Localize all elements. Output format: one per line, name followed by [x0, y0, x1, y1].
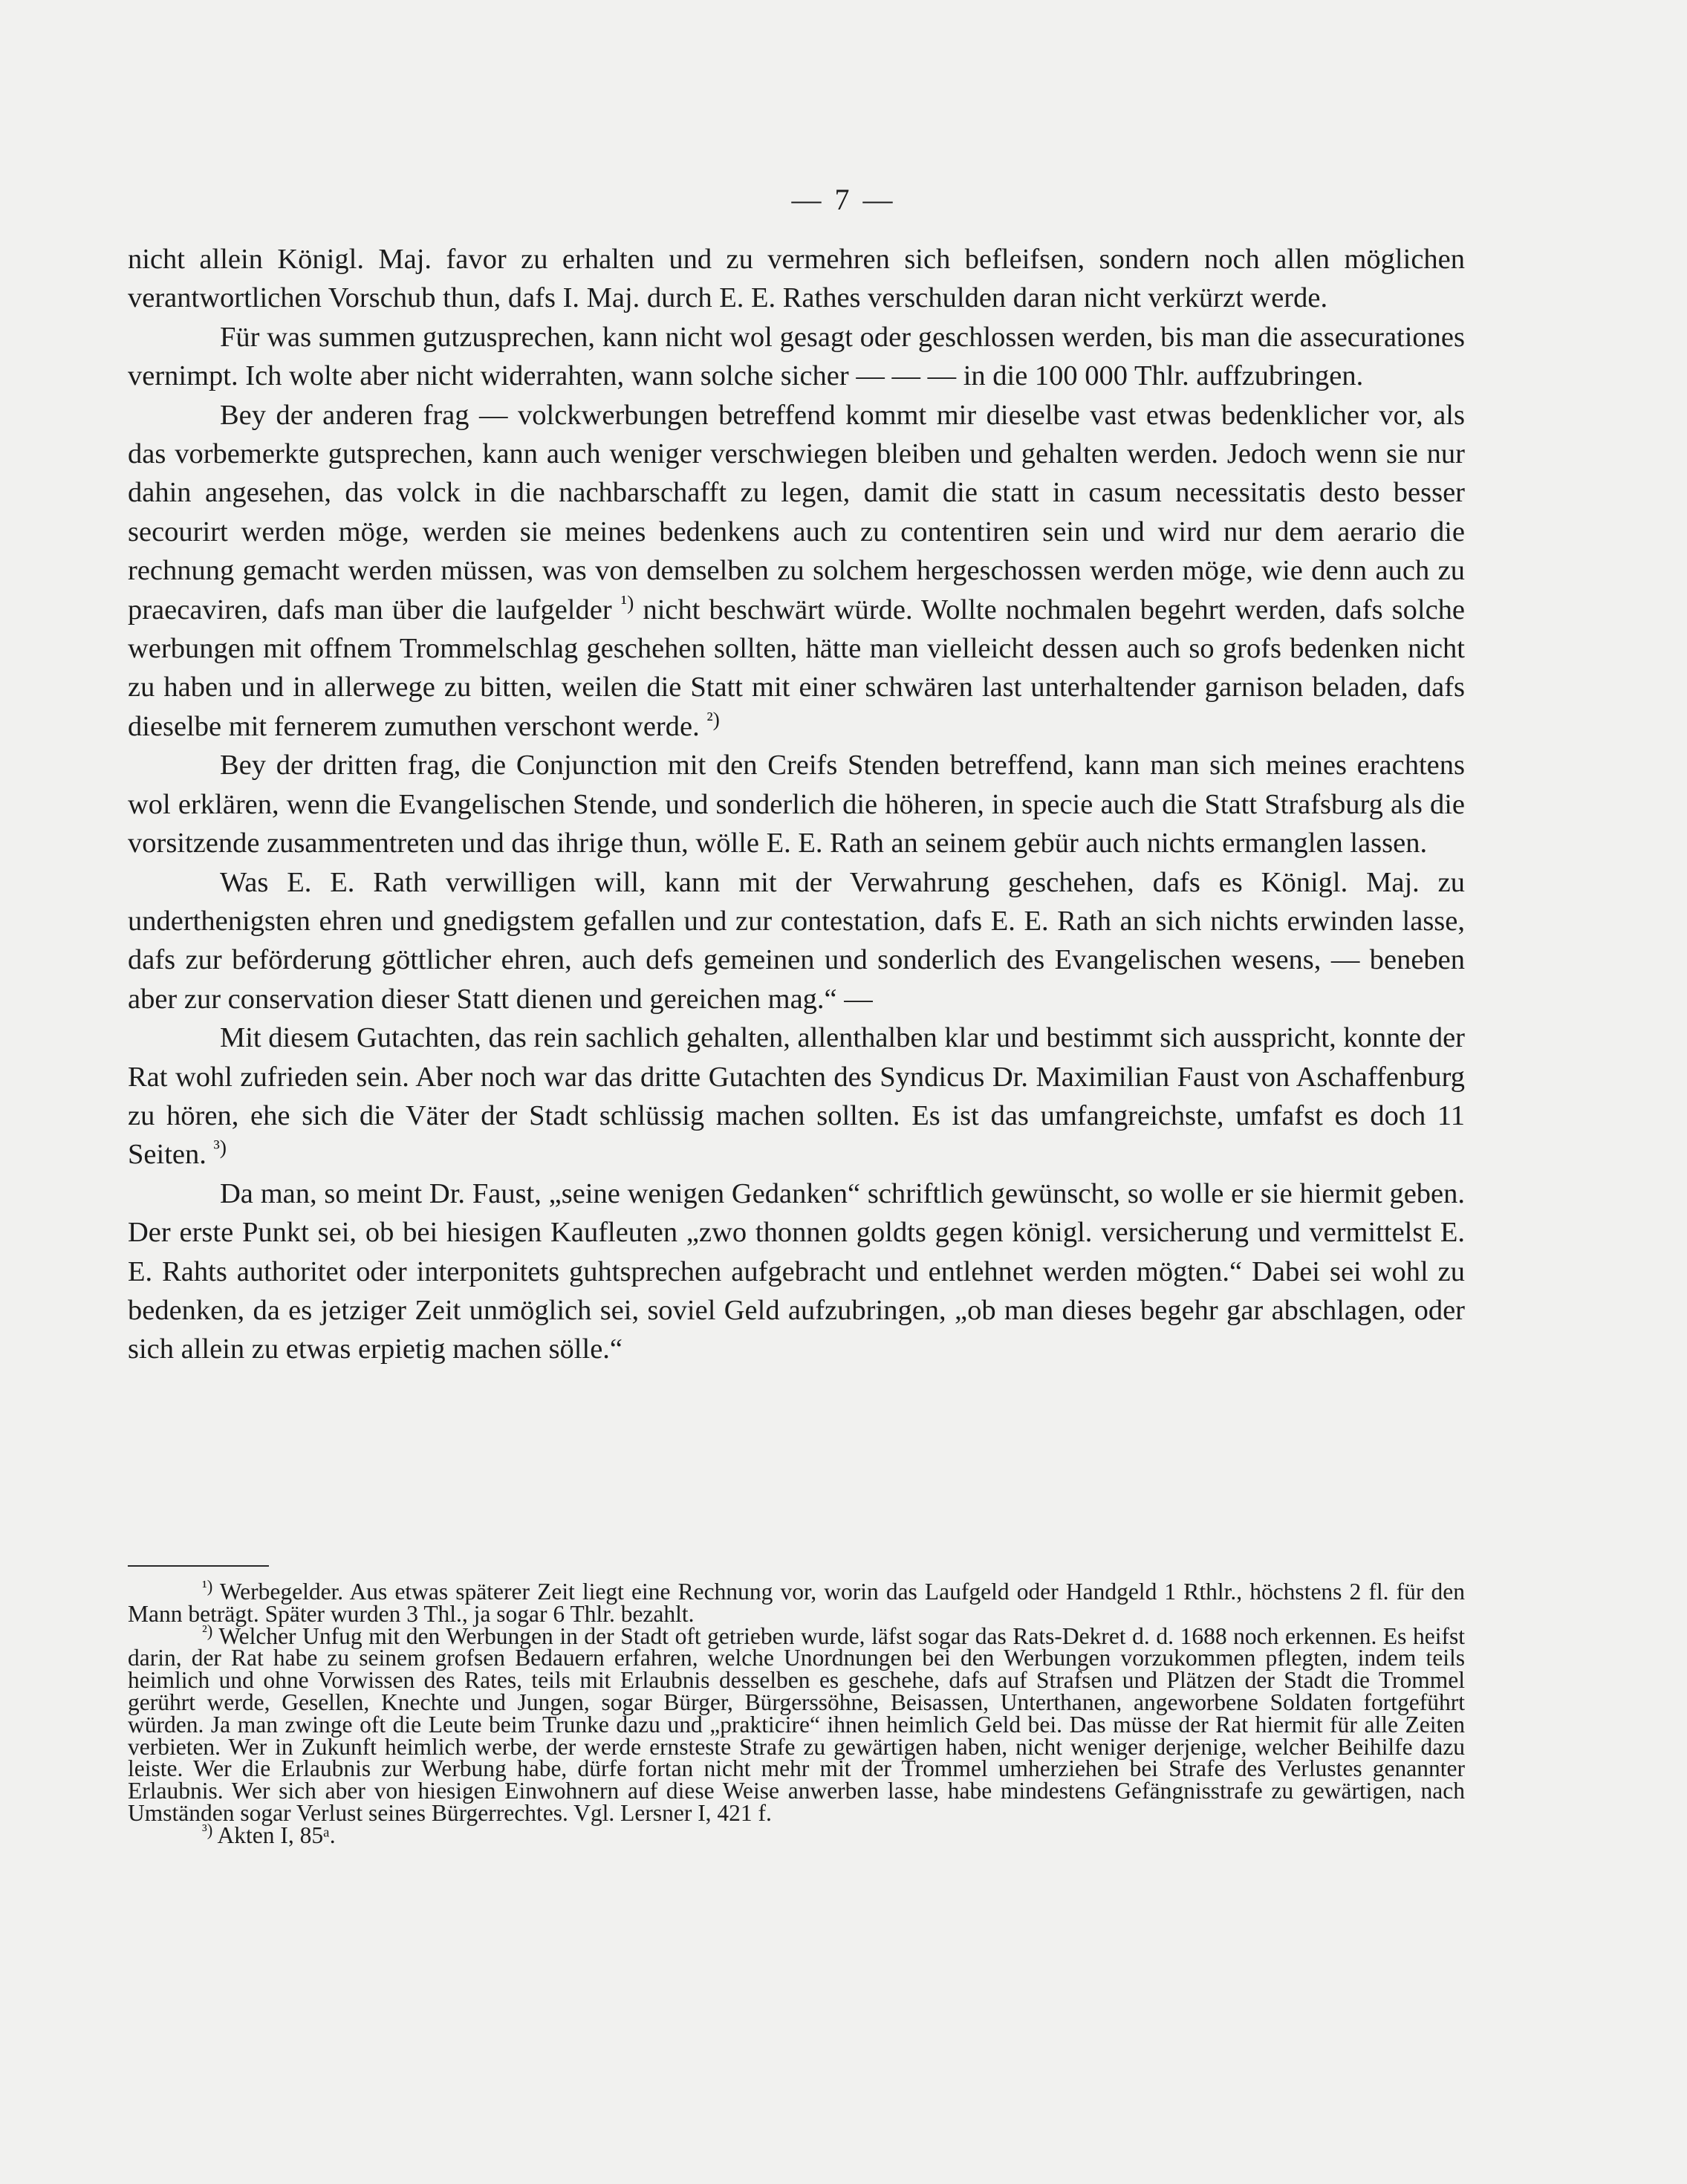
- paragraph: [128, 1018, 1465, 1174]
- footnote-ref: ²): [706, 707, 720, 731]
- footnote-divider: [128, 1565, 269, 1567]
- footnote-mark: ³): [202, 1820, 213, 1839]
- paragraph-text: Bey der anderen frag — volckwerbungen betreffend kommt mir dieselbe vast etwas bedenklicher vor, als das vorbemerkte gutsprechen, kann auch weniger verschwiegen bleiben und gehalten werden. Jedoch wenn sie nur dahin angesehen, das volck in die nachbarschafft zu legen, damit die statt in casum necessitatis desto besser secourirt werden möge, werden sie meines bedenkens auch zu contentiren sein und wird nur dem aerario die rechnung gemacht werden müssen, was von demselben zu solchem hergeschossen werden möge, wie denn auch zu praecaviren, dafs man über die laufgelder: [128, 399, 1465, 625]
- footnote: [128, 1820, 1465, 1848]
- paragraph: [128, 396, 1465, 747]
- paragraph-text: Mit diesem Gutachten, das rein sachlich gehalten, allenthalben klar und bestimmt sich ausspricht, konnte der Rat wohl zufrieden sein. Aber noch war das dritte Gutachten des Syndicus Dr. Maximilian Faust von Aschaffenburg zu hören, ehe sich die Väter der Stadt schlüssig machen sollten. Es ist das umfangreichste, umfafst es doch 11 Seiten.: [128, 1022, 1465, 1171]
- footnote-text: Werbegelder. Aus etwas späterer Zeit liegt eine Rechnung vor, worin das Laufgeld oder Handgeld 1 Rthlr., höchstens 2 fl. für den Mann beträgt. Später wurden 3 Thl., ja sogar 6 Thlr. bezahlt.: [128, 1579, 1466, 1627]
- footnote-ref: ³): [213, 1135, 227, 1159]
- footnote: [128, 1576, 1466, 1627]
- footnote-ref: ¹): [620, 591, 634, 614]
- paragraph: Bey der dritten frag, die Conjunction mit den Creifs Stenden betreffend, kann man sich meines erachtens wol erklären, wenn die Evangelischen Stende, und sonderlich die höheren, in specie auch die Statt Strafsburg als die vorsitzende zusammentreten und das ihrige thun, wölle E. E. Rath an seinem gebür auch nichts ermanglen lassen.: [128, 750, 1465, 859]
- footnote-text: Akten I, 85ᵃ.: [217, 1821, 336, 1848]
- paragraph: Was E. E. Rath verwilligen will, kann mit der Verwahrung geschehen, dafs es Königl. Maj. zu underthenigsten ehren und gnedigstem gefallen und zur contestation, dafs E. E. Rath an sich nichts erwinden lasse, dafs zur beförderung göttlicher ehren, auch defs gemeinen und sonderlich des Evangelischen wesens, — beneben aber zur conservation dieser Statt dienen und gereichen mag.“ —: [128, 866, 1465, 1015]
- main-text: [128, 240, 1465, 1369]
- footnote-mark: ¹): [202, 1576, 213, 1596]
- paragraph-text: nicht beschwärt würde. Wollte nochmalen begehrt werden, dafs solche werbungen mit offnem Trommelschlag geschehen sollten, hätte man vielleicht dessen auch so grofs bedenken nicht zu haben und in allerwege zu bitten, weilen die Statt mit einer schwären last unterhaltender garnison beladen, dafs dieselbe mit fernerem zumuthen verschont werde.: [128, 594, 1466, 742]
- paragraph: Für was summen gutzusprechen, kann nicht wol gesagt oder geschlossen werden, bis man die assecurationes vernimpt. Ich wolte aber nicht widerrahten, wann solche sicher — — — in die 100 000 Thlr. auffzubringen.: [128, 321, 1465, 392]
- footnote: [128, 1621, 1465, 1826]
- page-number: — 7 —: [791, 183, 896, 216]
- footnote-text: Welcher Unfug mit den Werbungen in der Stadt oft getrieben wurde, läfst sogar das Rats-Dekret d. d. 1688 noch erkennen. Es heifst darin, der Rat habe zu seinem grofsen Bedauern erfahren, welche Unordnungen bei den Werbungen vorzukommen pflegten, indem teils heimlich und ohne Vorwissen des Rates, teils mit Erlaubnis desselben es geschehe, dafs auf Strafsen und Plätzen der Stadt die Trommel gerührt werde, Gesellen, Knechte und Jungen, sogar Bürger, Bürgerssöhne, Beisassen, Unterthanen, angeworbene Soldaten fortgeführt würden. Ja man zwinge oft die Leute beim Trunke dazu und „prakticire“ ihnen heimlich Geld bei. Das müsse der Rat hiermit für alle Zeiten verbieten. Wer in Zukunft heimlich werbe, der werde ernsteste Strafe zu gewärtigen haben, nicht weniger derjenige, welcher Beihilfe dazu leiste. Wer die Erlaubnis zur Werbung habe, dürfe fortan nicht mehr mit der Trommel umherziehen bei Strafe des Verlustes genannter Erlaubnis. Wer sich aber von hiesigen Einwohnern auf diese Weise anwerben lasse, habe mindestens Gefängnisstrafe zu gewärtigen, nach Umständen sogar Verlust seines Bürgerrechtes. Vgl. Lersner I, 421 f.: [128, 1622, 1465, 1826]
- footnote-mark: ²): [202, 1621, 213, 1640]
- paragraph: nicht allein Königl. Maj. favor zu erhalten und zu vermehren sich befleifsen, sondern noch allen möglichen verantwortlichen Vorschub thun, dafs I. Maj. durch E. E. Rathes verschulden daran nicht verkürzt werde.: [128, 244, 1465, 314]
- footnotes: [128, 1576, 1466, 1848]
- paragraph: Da man, so meint Dr. Faust, „seine wenigen Gedanken“ schriftlich gewünscht, so wolle er sie hiermit geben. Der erste Punkt sei, ob bei hiesigen Kaufleuten „zwo thonnen goldts gegen königl. versicherung und vermittelst E. E. Rahts authoritet oder interponitets guhtsprechen aufgebracht und entlehnet werden mögten.“ Dabei sei wohl zu bedenken, da es jetziger Zeit unmöglich sei, soviel Geld aufzubringen, „ob man dieses begehr gar abschlagen, oder sich allein zu etwas erpietig machen sölle.“: [128, 1177, 1465, 1365]
